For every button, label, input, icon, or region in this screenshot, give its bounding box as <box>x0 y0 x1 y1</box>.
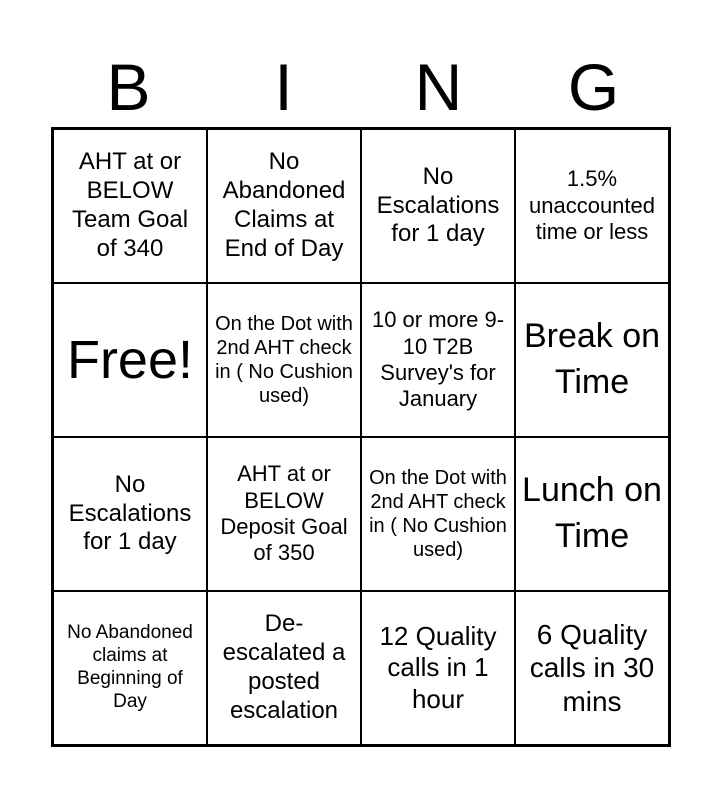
header-letter-n: N <box>414 50 463 124</box>
header-letter-g: G <box>567 50 620 124</box>
bingo-cell[interactable]: No Abandoned claims at Beginning of Day <box>53 591 207 745</box>
bingo-header <box>51 52 671 122</box>
bingo-cell[interactable]: 10 or more 9-10 T2B Survey's for January <box>361 283 515 437</box>
bingo-cell[interactable]: Break on Time <box>515 283 669 437</box>
bingo-cell[interactable]: No Abandoned Claims at End of Day <box>207 129 361 283</box>
bingo-cell[interactable]: On the Dot with 2nd AHT check in ( No Cushion used) <box>361 437 515 591</box>
bingo-cell[interactable]: Lunch on Time <box>515 437 669 591</box>
header-letter-b: B <box>106 50 151 124</box>
bingo-cell[interactable]: 12 Quality calls in 1 hour <box>361 591 515 745</box>
bingo-cell[interactable]: On the Dot with 2nd AHT check in ( No Cushion used) <box>207 283 361 437</box>
bingo-cell[interactable]: De-escalated a posted escalation <box>207 591 361 745</box>
free-space-cell[interactable]: Free! <box>53 283 207 437</box>
bingo-grid <box>51 127 671 747</box>
bingo-cell[interactable]: AHT at or BELOW Deposit Goal of 350 <box>207 437 361 591</box>
header-letter-i: I <box>274 50 293 124</box>
bingo-cell[interactable]: 6 Quality calls in 30 mins <box>515 591 669 745</box>
bingo-cell[interactable]: No Escalations for 1 day <box>361 129 515 283</box>
bingo-cell[interactable]: No Escalations for 1 day <box>53 437 207 591</box>
bingo-cell[interactable]: 1.5% unaccounted time or less <box>515 129 669 283</box>
bingo-cell[interactable]: AHT at or BELOW Team Goal of 340 <box>53 129 207 283</box>
